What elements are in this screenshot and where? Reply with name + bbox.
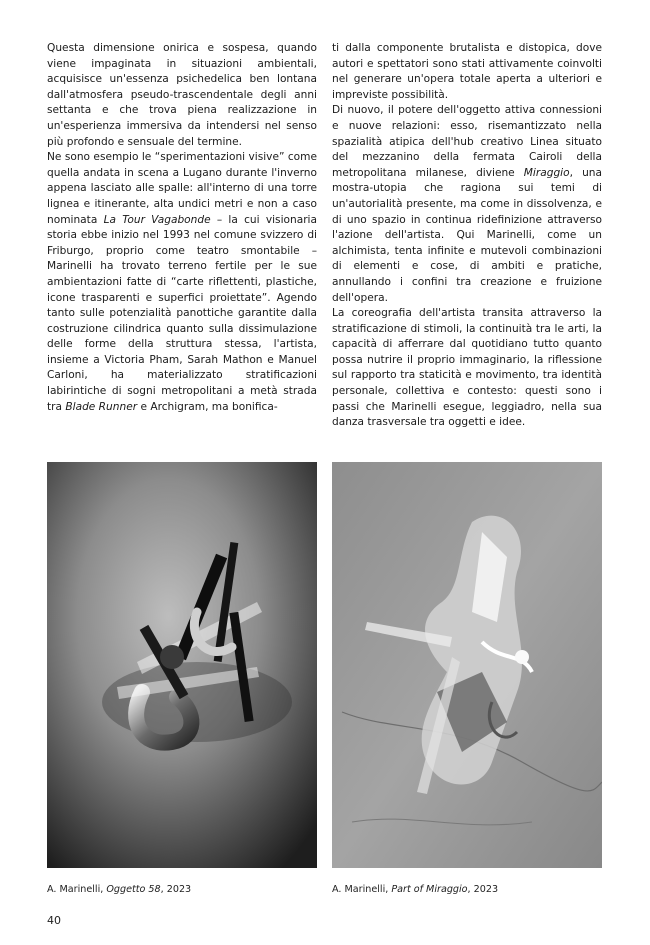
caption-artwork-title: Oggetto 58 xyxy=(106,884,161,895)
right-text-column xyxy=(332,41,602,431)
italic-title: Blade Runner xyxy=(65,400,138,413)
paragraph xyxy=(47,150,317,415)
text-run: , una mostra-utopia che ragiona sui temi di un'autorialità presente, ma come in dissolvenza, e di uno spazio in continua ridefinizione attraverso l'azione dell'artista. Qui Marinelli, come un alchimista, tenta infinite e mutevoli combinazioni di elementi e cose, di ambiti e pratiche, annullando i confini tra creazione e fruizione dell'opera. xyxy=(332,166,602,304)
paragraph: ti dalla componente brutalista e distopica, dove autori e spettatori sono stati attivamente coinvolti nel generare un'opera totale aperta a ulteriori e impreviste possibilità. xyxy=(332,42,602,101)
text-run: Di nuovo, il potere dell'oggetto attiva connessioni e nuove relazioni: esso, risemantizzato nella spazialità atipica dell'hub creativo Linea situato del mezzanino della fermata Cairoli della metropolitana milanese, diviene xyxy=(332,104,602,179)
caption-text: A. Marinelli, xyxy=(332,884,392,895)
caption-right xyxy=(332,884,498,895)
italic-title: La Tour Vagabonde xyxy=(103,213,211,226)
caption-year: , 2023 xyxy=(160,884,192,895)
caption-text: A. Marinelli, xyxy=(47,884,107,895)
paragraph: Questa dimensione onirica e sospesa, quando viene impaginata in situazioni ambientali, acquisisce un'essenza psichedelica ben lontana dall'atmosfera pseudo-trascendentale degli anni settanta e che trova piena realizzazione in un'esperienza immersiva da intendersi nel senso più profondo e sensuale del termine. xyxy=(47,42,317,148)
artwork-photo-part-of-miraggio xyxy=(332,462,602,868)
text-run: – la cui visionaria storia ebbe inizio nel 1993 nel comune svizzero di Friburgo, proprio come teatro smontabile – Marinelli ha trovato terreno fertile per le sue ambientazioni fatte di “carte riflettenti, plastiche, icone trasparenti e superfici proiettate”. Agendo tanto sulle potenzialità panottiche garantite dalla costruzione cilindrica quanto sulla dissimulazione delle forme della struttura stessa, l'artista, insieme a Victoria Pham, Sarah Mathon e Manuel Carloni, ha materializzato stratificazioni labirintiche di sogni metropolitani a metà strada tra xyxy=(47,213,317,413)
artwork-photo-oggetto-58 xyxy=(47,462,317,868)
caption-artwork-title: Part of Miraggio xyxy=(391,884,468,895)
paragraph: La coreografia dell'artista transita attraverso la stratificazione di stimoli, la continuità tra le arti, la capacità di afferrare dal quotidiano tutto quanto possa nutrire il proprio immaginario, la riflessione sul rapporto tra staticità e movimento, tra identità personale, collettiva e contesto: questi sono i passi che Marinelli esegue, leggiadro, nella sua danza trasversale tra oggetti e idee. xyxy=(332,307,602,429)
paragraph xyxy=(332,103,602,306)
text-run: Ne sono esempio le “sperimentazioni visive” come quella andata in scena a Lugano durante l'inverno appena lasciato alle spalle: all'interno di una torre lignea e itinerante, alta undici metri e non a caso nominata xyxy=(47,151,317,226)
italic-title: Miraggio xyxy=(523,166,570,179)
page-number: 40 xyxy=(47,914,61,927)
caption-year: , 2023 xyxy=(467,884,499,895)
text-run: e Archigram, ma bonifica- xyxy=(137,400,278,413)
left-text-column xyxy=(47,41,317,415)
caption-left xyxy=(47,884,191,895)
